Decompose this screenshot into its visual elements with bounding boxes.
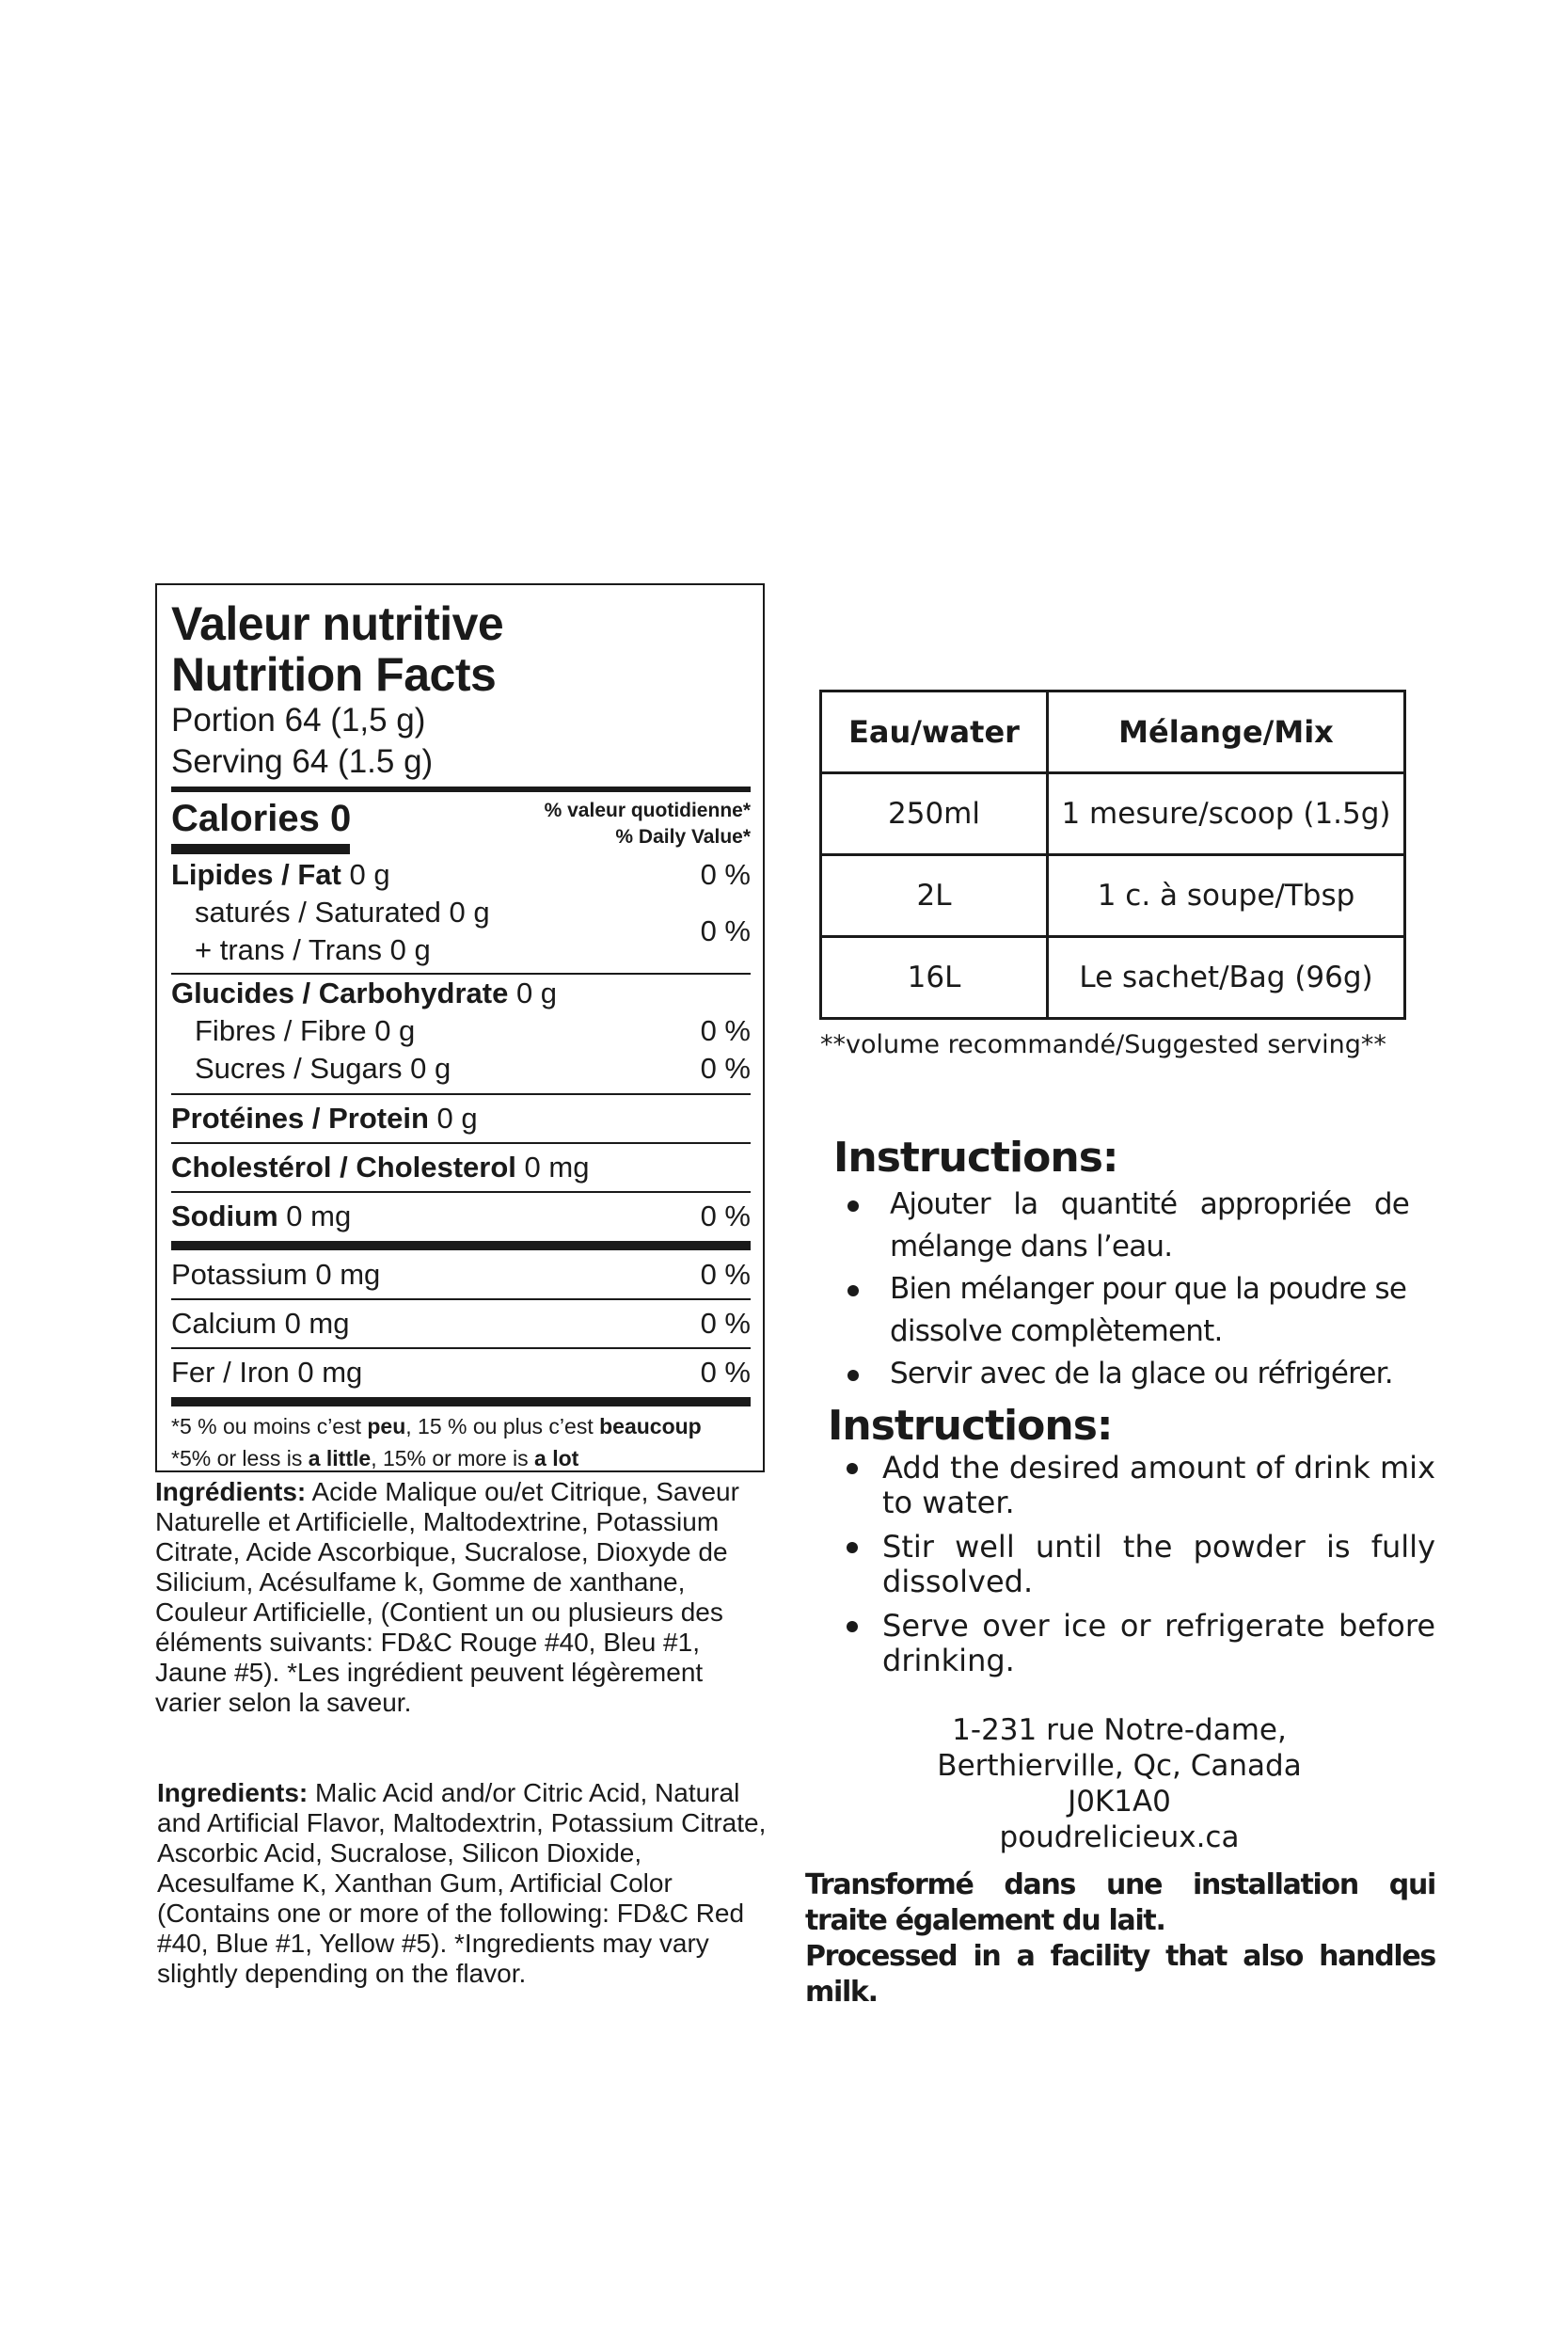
list-item — [847, 1184, 1409, 1268]
ingredients-fr-text: Acide Malique ou/et Citrique, Saveur Naturelle et Artificielle, Maltodextrine, Potassium Citrate, Acide Ascorbique, Sucralose, Dioxyde de Silicium, Acésulfame k, Gomme de xanthane, Couleur Artificielle, (Contient un ou plusieurs des éléments suivants: FD&C Rouge #40, Bleu #1, Jaune #5). *Les ingrédient peuvent légèrement varier selon la saveur. — [155, 1477, 739, 1717]
calories-label: Calories 0 — [171, 798, 352, 839]
table-row — [821, 937, 1405, 1019]
nutrition-title-fr: Valeur nutritive — [171, 597, 504, 650]
protein-label: Protéines / Protein — [171, 1102, 429, 1135]
instruction-text: Add the desired amount of drink mix to water. — [882, 1450, 1435, 1520]
cell-mix: 1 c. à soupe/Tbsp — [1048, 855, 1405, 937]
daily-value-header — [545, 798, 751, 850]
bullet-icon — [847, 1621, 858, 1632]
divider-thick — [171, 1241, 751, 1250]
table-row — [821, 773, 1405, 855]
portion-fr: Portion 64 (1,5 g) — [171, 702, 426, 739]
footnote-fr-text: *5 % ou moins c’est — [171, 1414, 368, 1438]
nutrition-title-en: Nutrition Facts — [171, 648, 497, 701]
footnote-fr-text: , 15 % ou plus c’est — [405, 1414, 600, 1438]
calcium-row — [171, 1305, 751, 1343]
cell-mix: 1 mesure/scoop (1.5g) — [1048, 773, 1405, 855]
list-item — [847, 1353, 1409, 1395]
protein-amount: 0 g — [436, 1102, 478, 1135]
calcium-label: Calcium 0 mg — [171, 1307, 350, 1340]
carb-label: Glucides / Carbohydrate — [171, 977, 509, 1009]
instruction-text: Bien mélanger pour que la poudre se dissolve complètement. — [890, 1272, 1407, 1348]
cell-mix: Le sachet/Bag (96g) — [1048, 937, 1405, 1019]
mix-table-header — [821, 691, 1405, 773]
calcium-dv: 0 % — [700, 1307, 751, 1340]
footnote-en-text: *5% or less is — [171, 1446, 309, 1470]
fat-label: Lipides / Fat — [171, 858, 341, 891]
sugars-row — [171, 1050, 751, 1088]
divider — [171, 1142, 751, 1144]
ingredients-en-text: Malic Acid and/or Citric Acid, Natural and Artificial Flavor, Maltodextrin, Potassium Citrate, Ascorbic Acid, Sucralose, Silicon Dioxide, Acesulfame K, Xanthan Gum, Artificial Color (Contains one or more of the following: FD&C Red #40, Blue #1, Yellow #5). *Ingredients may vary slightly depending on the flavor. — [157, 1778, 767, 1988]
bullet-icon — [847, 1370, 859, 1381]
potassium-dv: 0 % — [700, 1258, 751, 1291]
divider — [171, 1093, 751, 1095]
website-link[interactable]: poudrelicieux.ca — [999, 1820, 1240, 1854]
address-postal: J0K1A0 — [1068, 1785, 1171, 1819]
instructions-fr-list — [847, 1184, 1409, 1395]
bullet-icon — [847, 1200, 859, 1212]
fat-amount: 0 g — [349, 858, 390, 891]
cell-water: 2L — [821, 855, 1048, 937]
sodium-dv: 0 % — [700, 1200, 751, 1232]
footnote — [171, 1410, 751, 1474]
potassium-row — [171, 1256, 751, 1294]
cholesterol-row — [171, 1149, 751, 1186]
iron-row — [171, 1354, 751, 1391]
fibre-row — [171, 1012, 751, 1050]
allergen-statement — [805, 1867, 1435, 2010]
instruction-text: Servir avec de la glace ou réfrigérer. — [890, 1357, 1393, 1391]
instruction-text: Ajouter la quantité appropriée de mélange dans l’eau. — [890, 1187, 1409, 1263]
carb-amount: 0 g — [515, 977, 558, 1009]
address-block — [865, 1712, 1373, 1855]
sugars-label: Sucres / Sugars 0 g — [195, 1052, 451, 1085]
allergen-en: Processed in a facility that also handles milk. — [805, 1940, 1435, 2009]
address-line1: 1-231 rue Notre-dame, — [952, 1713, 1287, 1747]
sat-trans-row — [171, 894, 751, 969]
fat-row — [171, 856, 751, 894]
footnote-en-bold: a lot — [534, 1446, 579, 1470]
sugars-dv: 0 % — [700, 1052, 751, 1085]
carb-row — [171, 975, 751, 1012]
ingredients-fr-label: Ingrédients: — [155, 1477, 307, 1506]
header-water: Eau/water — [821, 691, 1048, 773]
serving-en: Serving 64 (1.5 g) — [171, 743, 434, 780]
instructions-fr-title: Instructions: — [833, 1134, 1118, 1182]
fat-dv: 0 % — [700, 858, 751, 891]
instructions-en-list — [843, 1451, 1435, 1688]
cell-water: 250ml — [821, 773, 1048, 855]
divider-thick — [171, 1397, 751, 1406]
footnote-fr — [171, 1410, 751, 1442]
sodium-label: Sodium — [171, 1200, 278, 1232]
allergen-fr: Transformé dans une installation qui traite également du lait. — [805, 1868, 1435, 1937]
list-item — [843, 1451, 1435, 1520]
daily-value-fr: % valeur quotidienne* — [544, 800, 751, 821]
trans-line: + trans / Trans 0 g — [195, 933, 431, 966]
ingredients-en-label: Ingredients: — [157, 1778, 309, 1807]
nutrition-facts-panel — [155, 583, 765, 1472]
daily-value-en: % Daily Value* — [615, 826, 751, 848]
divider — [171, 1298, 751, 1300]
ingredients-fr — [155, 1477, 771, 1718]
serving-note: **volume recommandé/Suggested serving** — [820, 1030, 1386, 1059]
divider — [171, 1347, 751, 1349]
fibre-label: Fibres / Fibre 0 g — [195, 1014, 416, 1047]
calories-bar — [171, 844, 350, 854]
address-line2: Berthierville, Qc, Canada — [937, 1749, 1302, 1783]
footnote-en-text: , 15% or more is — [371, 1446, 535, 1470]
footnote-en — [171, 1442, 751, 1474]
footnote-en-bold: a little — [308, 1446, 372, 1470]
footnote-fr-bold: beaucoup — [599, 1414, 702, 1438]
instruction-text: Stir well until the powder is fully dissolved. — [882, 1529, 1435, 1599]
footnote-fr-bold: peu — [367, 1414, 406, 1438]
mix-table — [819, 690, 1406, 1020]
bullet-icon — [847, 1463, 858, 1474]
bullet-icon — [847, 1285, 859, 1296]
saturated-line: saturés / Saturated 0 g — [195, 896, 490, 929]
iron-label: Fer / Iron 0 mg — [171, 1356, 363, 1389]
cholesterol-amount: 0 mg — [524, 1151, 590, 1184]
potassium-label: Potassium 0 mg — [171, 1258, 381, 1291]
instructions-en-title: Instructions: — [828, 1402, 1113, 1450]
table-row — [821, 855, 1405, 937]
header-mix: Mélange/Mix — [1048, 691, 1405, 773]
bullet-icon — [847, 1542, 858, 1553]
fibre-dv: 0 % — [700, 1014, 751, 1047]
cholesterol-label: Cholestérol / Cholesterol — [171, 1151, 516, 1184]
sodium-row — [171, 1198, 751, 1235]
instruction-text: Serve over ice or refrigerate before drinking. — [882, 1608, 1435, 1678]
sodium-amount: 0 mg — [286, 1200, 352, 1232]
ingredients-en — [157, 1778, 773, 1989]
sat-trans-dv: 0 % — [700, 914, 751, 947]
calories-row — [171, 792, 751, 856]
protein-row — [171, 1100, 751, 1137]
list-item — [847, 1268, 1409, 1353]
list-item — [843, 1609, 1435, 1678]
iron-dv: 0 % — [700, 1356, 751, 1389]
cell-water: 16L — [821, 937, 1048, 1019]
divider — [171, 1191, 751, 1193]
list-item — [843, 1530, 1435, 1599]
